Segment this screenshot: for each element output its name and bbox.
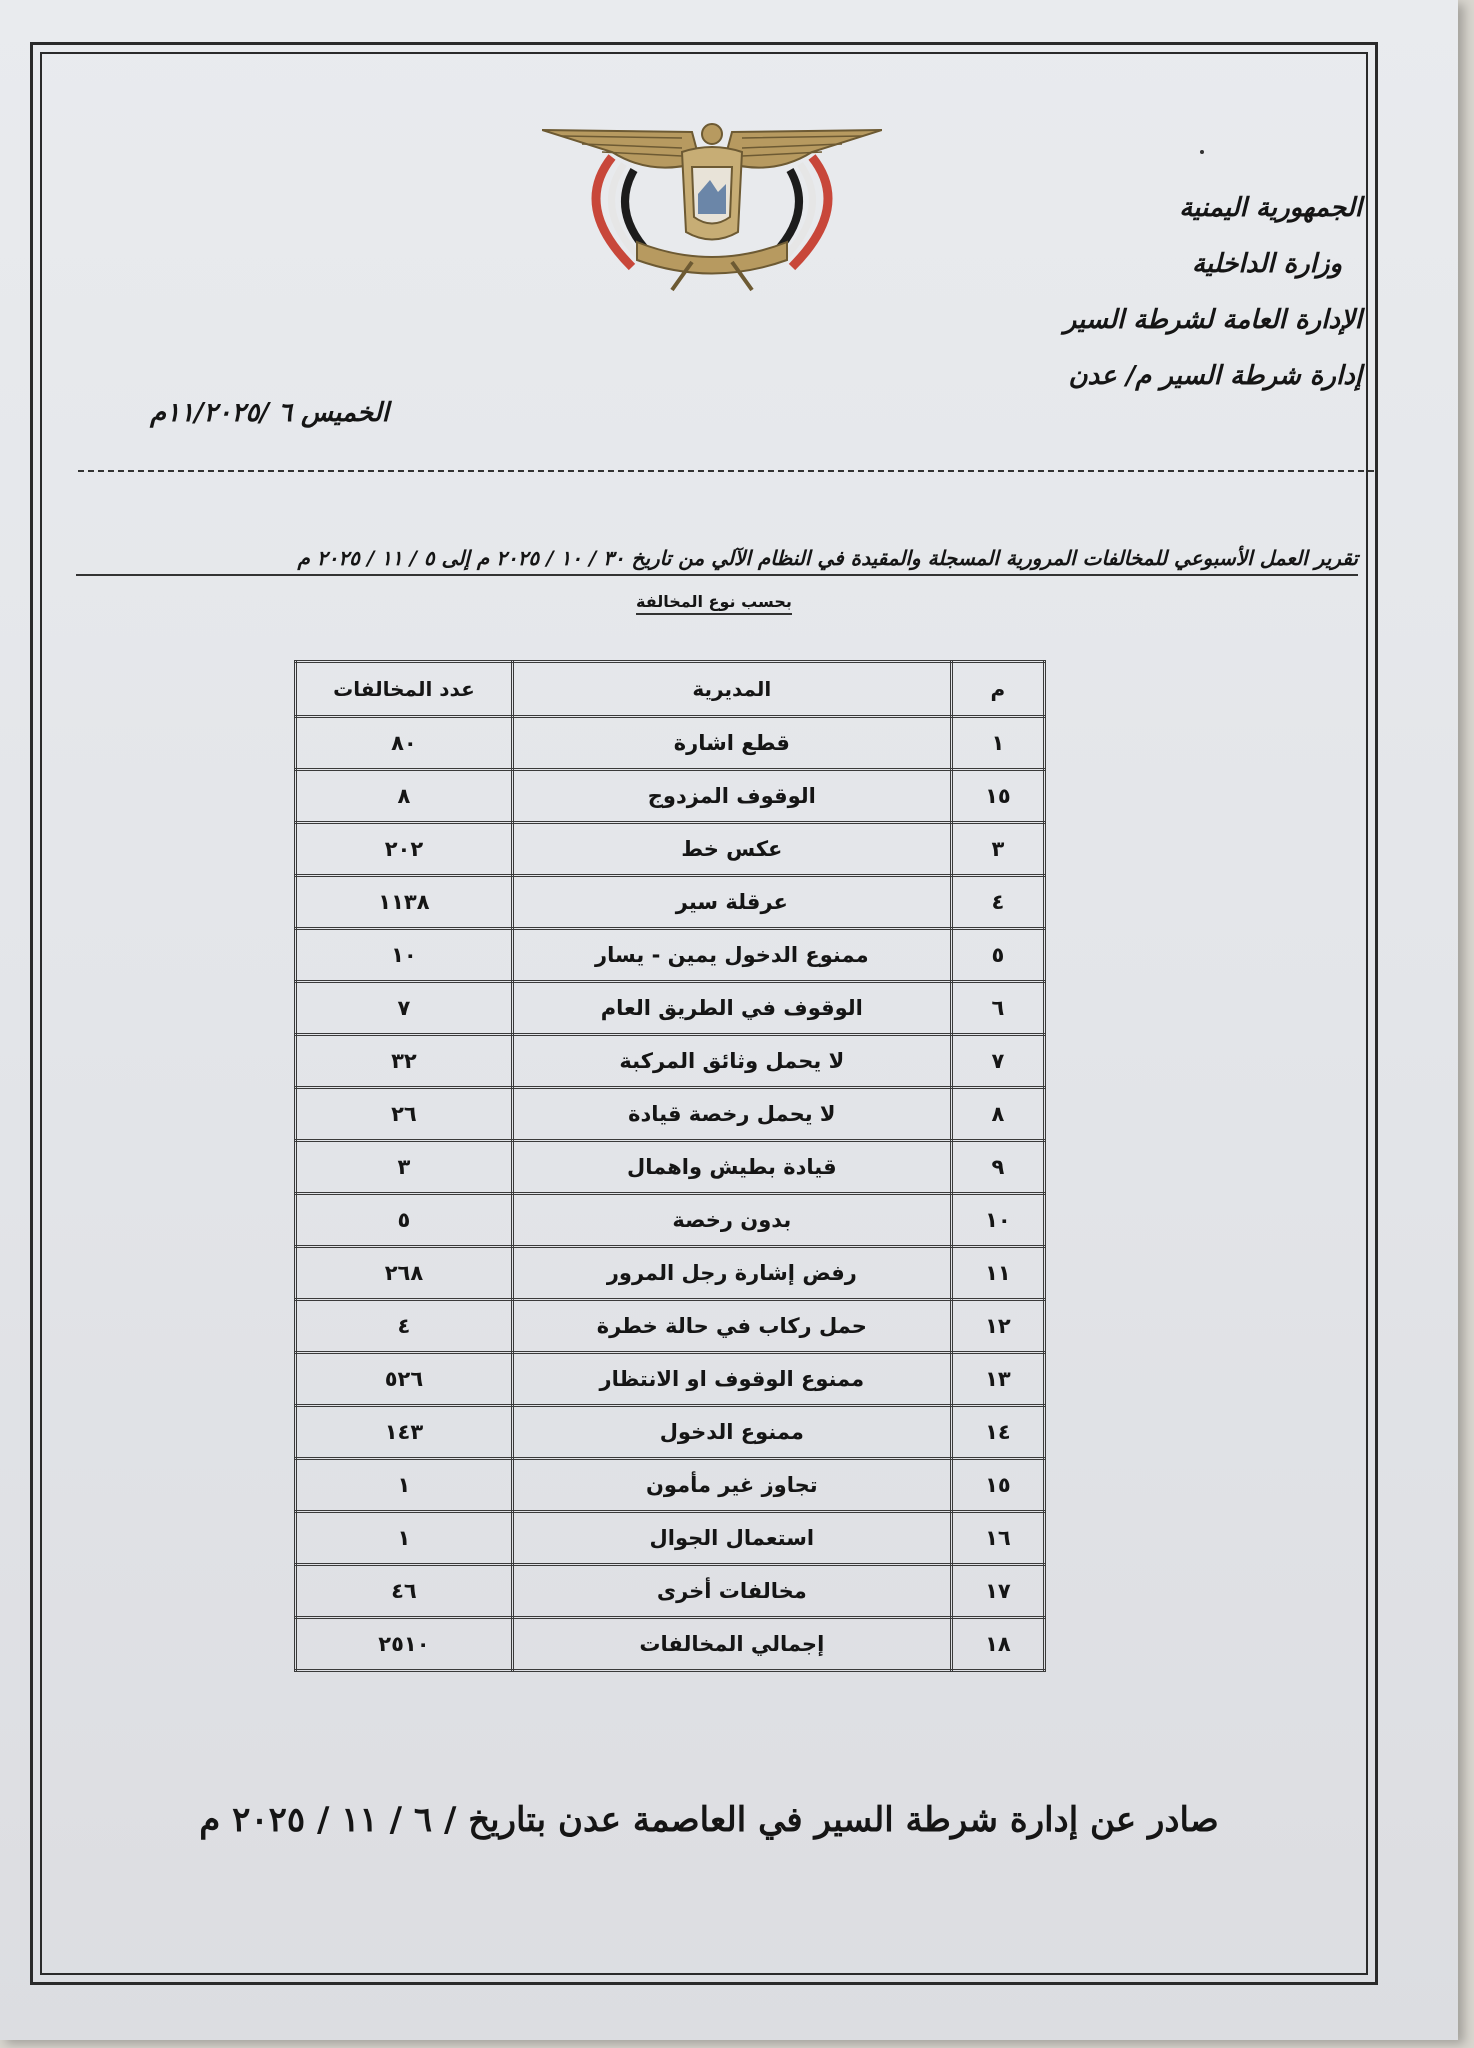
- table-row: [296, 1088, 1045, 1141]
- header-count: عدد المخالفات: [296, 662, 513, 717]
- report-date: الخميس ٦ /١١/٢٠٢٥م: [150, 398, 389, 428]
- row-num: ٩: [951, 1141, 1044, 1194]
- table-row: [296, 929, 1045, 982]
- table-row: [296, 1035, 1045, 1088]
- row-violation-count: ١٠: [296, 929, 513, 982]
- table-row: [296, 1406, 1045, 1459]
- table-row: [296, 770, 1045, 823]
- row-violation-type: ممنوع الدخول: [512, 1406, 951, 1459]
- row-num: ١٧: [951, 1565, 1044, 1618]
- table-row: [296, 876, 1045, 929]
- row-violation-type: لا يحمل رخصة قيادة: [512, 1088, 951, 1141]
- report-title: تقرير العمل الأسبوعي للمخالفات المرورية المسجلة والمقيدة في النظام الآلي من تاريخ ٣٠ / ١٠ / ٢٠٢٥ م إلى ٥ / ١١ / ٢٠٢٥ م: [76, 546, 1358, 576]
- header-department: الإدارة العامة لشرطة السير: [1063, 305, 1362, 335]
- report-subtitle: بحسب نوع المخالفة: [636, 592, 792, 615]
- row-violation-type: إجمالي المخالفات: [512, 1618, 951, 1671]
- row-num: ١٦: [951, 1512, 1044, 1565]
- row-violation-type: بدون رخصة: [512, 1194, 951, 1247]
- row-violation-count: ٢٠٢: [296, 823, 513, 876]
- stray-dot: [1200, 150, 1204, 154]
- issuing-authority-header: [1064, 180, 1362, 404]
- table-row: [296, 1300, 1045, 1353]
- row-violation-type: قيادة بطيش واهمال: [512, 1141, 951, 1194]
- row-violation-type: استعمال الجوال: [512, 1512, 951, 1565]
- table-row: [296, 1353, 1045, 1406]
- row-violation-count: ٢٥١٠: [296, 1618, 513, 1671]
- row-violation-count: ٥٢٦: [296, 1353, 513, 1406]
- violations-table: [294, 660, 1046, 1672]
- row-violation-type: تجاوز غير مأمون: [512, 1459, 951, 1512]
- row-num: ٧: [951, 1035, 1044, 1088]
- row-num: ٦: [951, 982, 1044, 1035]
- table-row: [296, 1141, 1045, 1194]
- header-branch: إدارة شرطة السير م/ عدن: [1068, 361, 1362, 391]
- row-violation-count: ٣٢: [296, 1035, 513, 1088]
- table-body: [296, 717, 1045, 1671]
- table-row: [296, 1459, 1045, 1512]
- row-violation-type: عكس خط: [512, 823, 951, 876]
- row-violation-type: الوقوف المزدوج: [512, 770, 951, 823]
- header-ministry: وزارة الداخلية: [1191, 249, 1342, 279]
- table-row: [296, 1565, 1045, 1618]
- row-num: ١١: [951, 1247, 1044, 1300]
- row-num: ١٢: [951, 1300, 1044, 1353]
- row-num: ١: [951, 717, 1044, 770]
- header-num: م: [951, 662, 1044, 717]
- header-name: المديرية: [512, 662, 951, 717]
- row-num: ٣: [951, 823, 1044, 876]
- issuance-statement: صادر عن إدارة شرطة السير في العاصمة عدن بتاريخ / ٦ / ١١ / ٢٠٢٥ م: [199, 1800, 1219, 1840]
- table-row: [296, 1247, 1045, 1300]
- row-violation-type: ممنوع الوقوف او الانتظار: [512, 1353, 951, 1406]
- row-num: ١٥: [951, 770, 1044, 823]
- row-violation-type: لا يحمل وثائق المركبة: [512, 1035, 951, 1088]
- row-violation-type: الوقوف في الطريق العام: [512, 982, 951, 1035]
- table-row: [296, 717, 1045, 770]
- row-violation-count: ٤٦: [296, 1565, 513, 1618]
- row-violation-type: عرقلة سير: [512, 876, 951, 929]
- row-violation-count: ٧: [296, 982, 513, 1035]
- table-row: [296, 823, 1045, 876]
- row-violation-count: ٨: [296, 770, 513, 823]
- row-violation-count: ٢٦: [296, 1088, 513, 1141]
- row-num: ١٥: [951, 1459, 1044, 1512]
- row-num: ١٤: [951, 1406, 1044, 1459]
- row-violation-type: ممنوع الدخول يمين - يسار: [512, 929, 951, 982]
- row-num: ٥: [951, 929, 1044, 982]
- row-num: ١٣: [951, 1353, 1044, 1406]
- row-violation-type: رفض إشارة رجل المرور: [512, 1247, 951, 1300]
- row-violation-count: ١١٣٨: [296, 876, 513, 929]
- row-violation-count: ١: [296, 1459, 513, 1512]
- row-num: ١٨: [951, 1618, 1044, 1671]
- row-violation-type: قطع اشارة: [512, 717, 951, 770]
- row-violation-count: ٨٠: [296, 717, 513, 770]
- yemen-eagle-emblem-icon: [542, 122, 882, 292]
- dashed-divider: [78, 470, 1374, 472]
- table-row: [296, 1194, 1045, 1247]
- row-violation-count: ٣: [296, 1141, 513, 1194]
- row-violation-count: ٥: [296, 1194, 513, 1247]
- row-violation-type: حمل ركاب في حالة خطرة: [512, 1300, 951, 1353]
- table-row: [296, 982, 1045, 1035]
- row-violation-count: ٢٦٨: [296, 1247, 513, 1300]
- row-num: ١٠: [951, 1194, 1044, 1247]
- row-num: ٤: [951, 876, 1044, 929]
- header-country: الجمهورية اليمنية: [1179, 193, 1362, 223]
- row-violation-count: ٤: [296, 1300, 513, 1353]
- row-num: ٨: [951, 1088, 1044, 1141]
- row-violation-count: ١: [296, 1512, 513, 1565]
- row-violation-count: ١٤٣: [296, 1406, 513, 1459]
- table-row: [296, 1512, 1045, 1565]
- row-violation-type: مخالفات أخرى: [512, 1565, 951, 1618]
- table-header-row: [296, 662, 1045, 717]
- table-row: [296, 1618, 1045, 1671]
